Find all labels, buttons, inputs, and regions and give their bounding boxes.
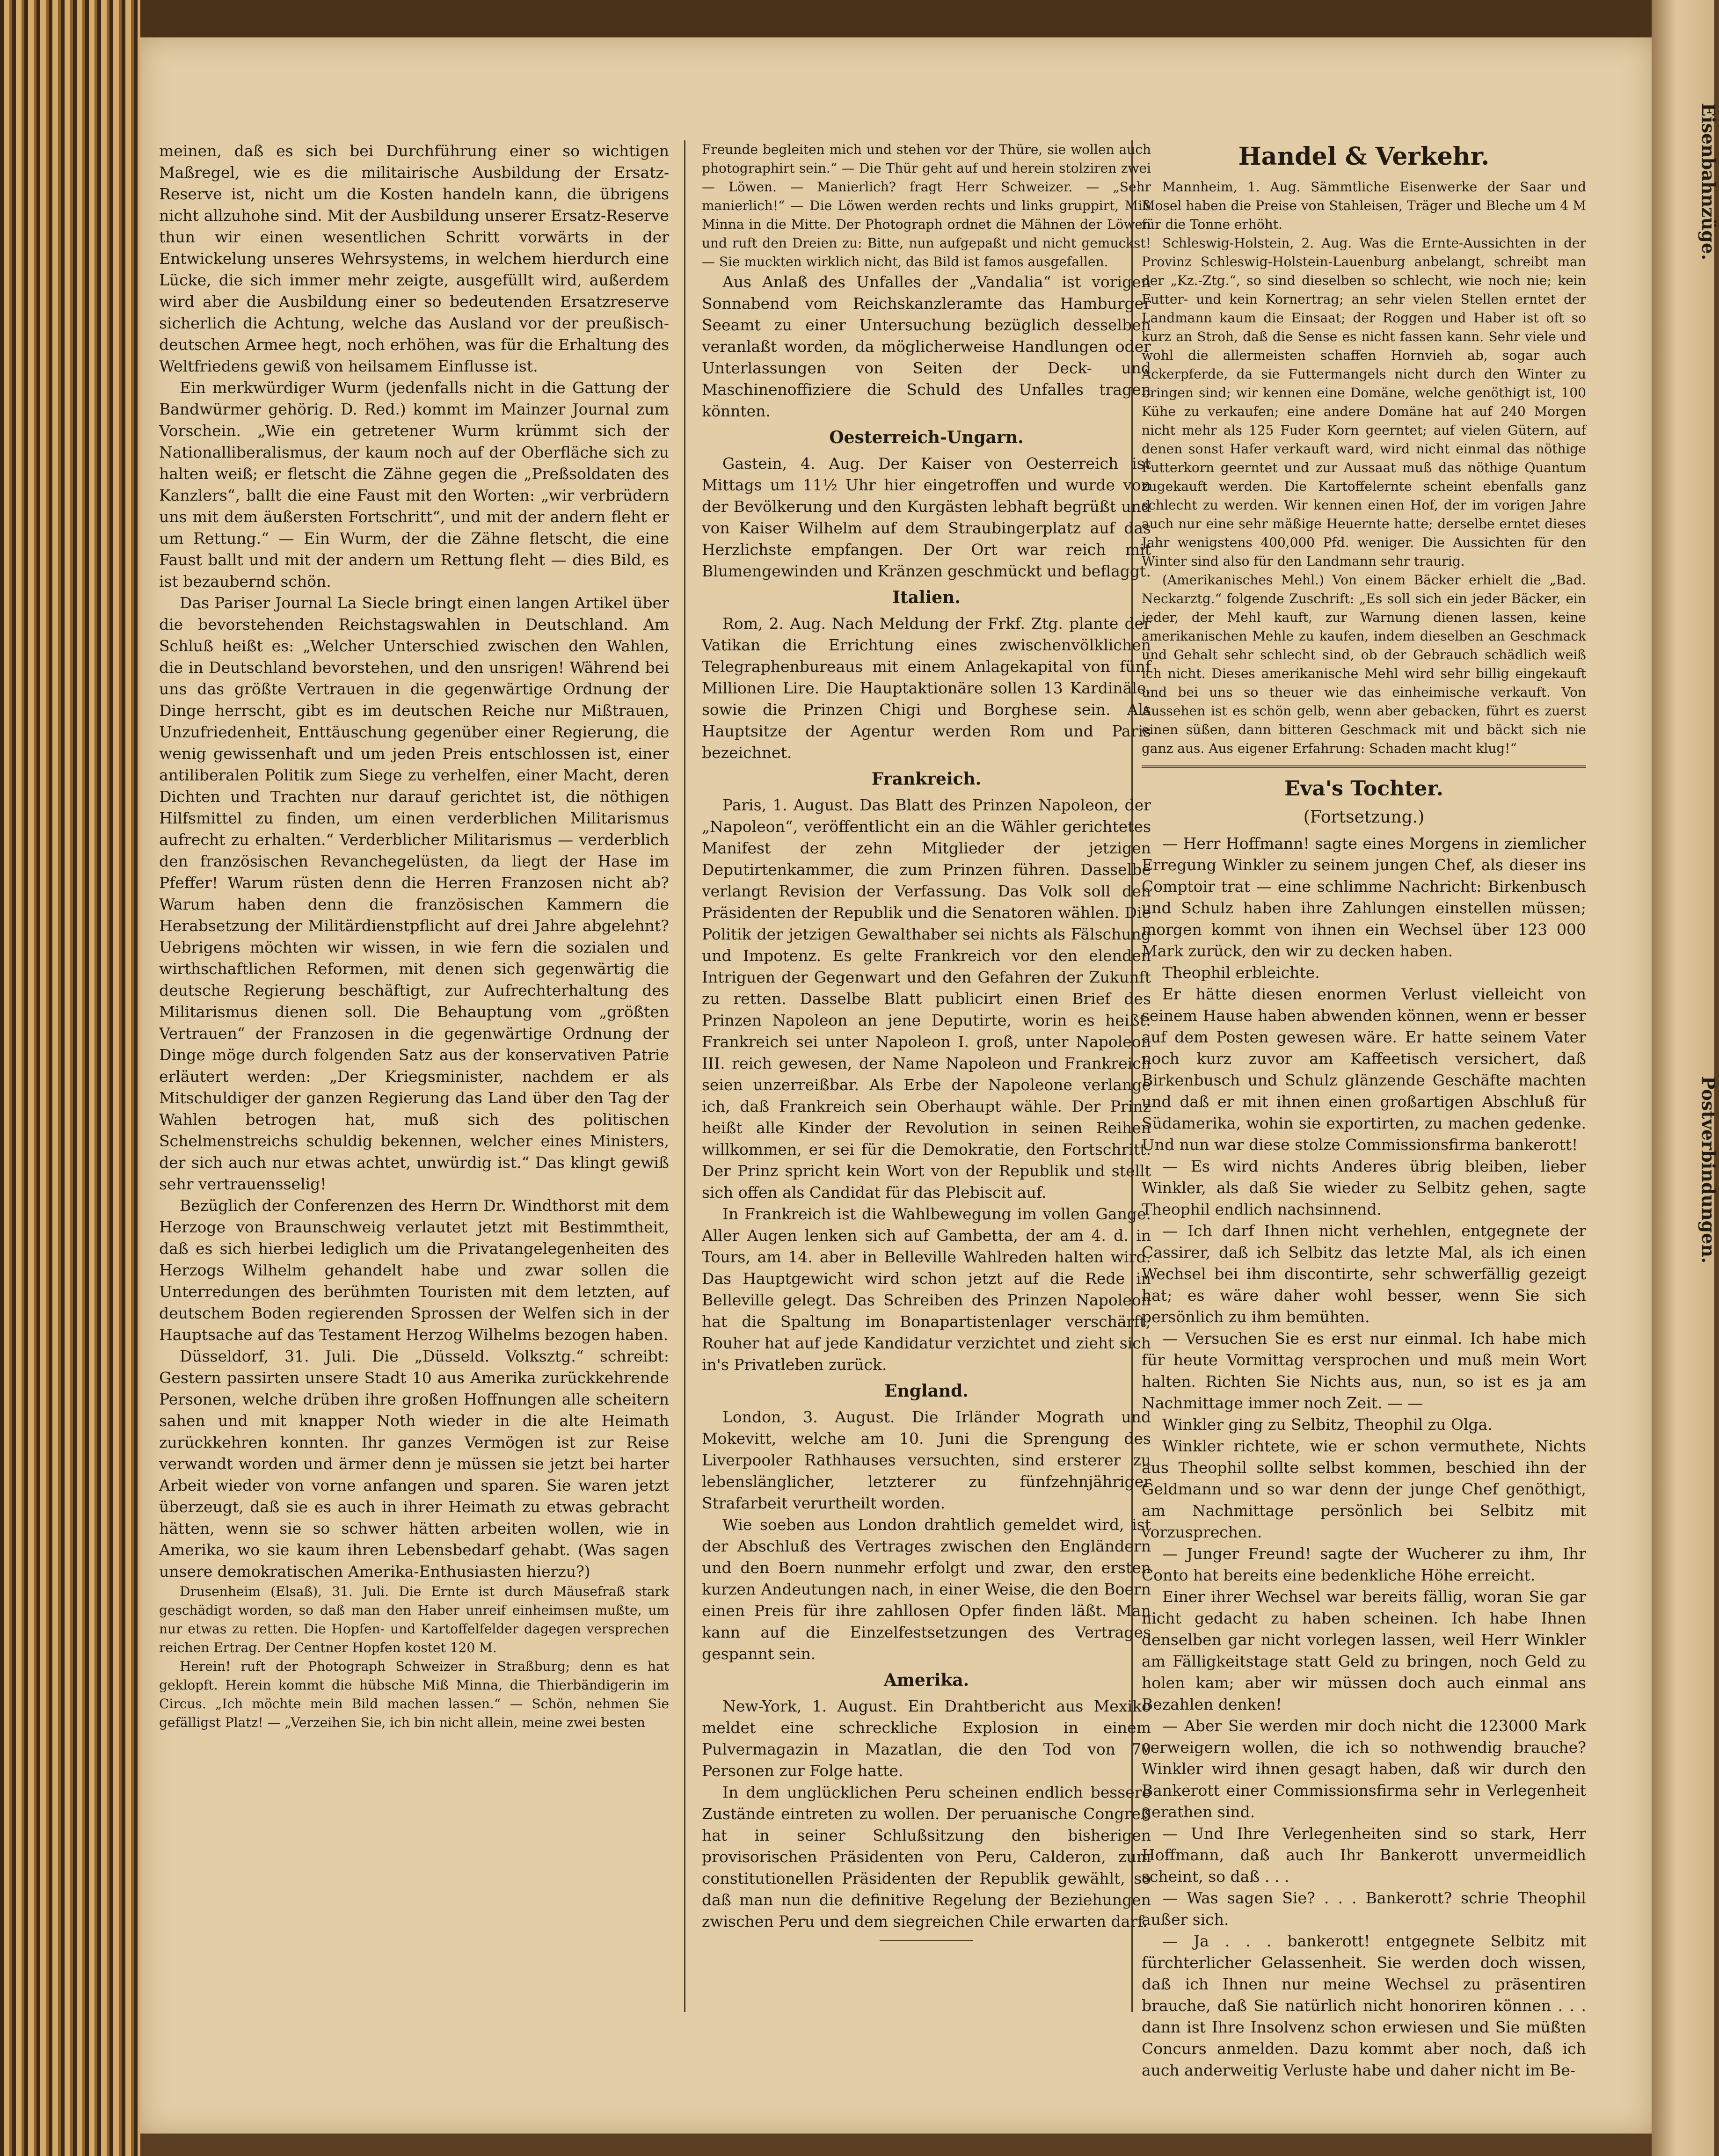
article-paragraph: Bezüglich der Conferenzen des Herrn Dr. Windthorst mit dem Herzoge von Braunschweig verlautet jetzt mit Bestimmtheit, daß es sich hierbei lediglich um die Privatangelegenheiten des Herzogs Wilhelm gehandelt habe und zwar sollen die Unterredungen des berühmten Touristen mit dem letzten, auf deutschem Boden regierenden Sprossen der Welfen sich in der Hauptsache auf das Testament Herzog Wilhelms bezogen haben. [159,1196,669,1344]
story-paragraph: Er hätte diesen enormen Verlust vielleicht von seinem Hause haben abwenden können, wenn er besser auf dem Posten gewesen wäre. Er hatte seinem Vater noch kurz zuvor am Kaffeetisch versichert, daß Birkenbusch und Schulz glänzende Geschäfte machten und daß er mit ihnen einen großartigen Abschluß für Südamerika, wohin sie exportirten, zu machen gedenke. Und nun war diese stolze Commissionsfirma bankerott! [1142,985,1586,1154]
book-binding [0,0,140,2156]
column-rule-1 [684,140,685,2012]
column-1 [159,140,669,1732]
next-page-stub-top [1624,103,1717,852]
top-shadow [0,0,1714,37]
article-paragraph: In dem unglücklichen Peru scheinen endlich bessere Zustände eintreten zu wollen. Der peruanische Congreß hat in seiner Schlußsitzung den bisherigen provisorischen Präsidenten von Peru, Calderon, zum constitutionellen Präsidenten der Republik gewählt, so daß man nun die definitive Regelung der Beziehungen zwischen Peru und dem siegreichen Chile erwarten darf. [702,1783,1151,1930]
section-heading: Oesterreich-Ungarn. [829,428,1024,447]
story-paragraph: — Versuchen Sie es erst nur einmal. Ich habe mich für heute Vormittag versprochen und muß mein Wort halten. Richten Sie Nichts aus, nun, so ist es ja am Nachmittage immer noch Zeit. — — [1142,1329,1586,1412]
story-paragraph: — Es wird nichts Anderes übrig bleiben, lieber Winkler, als daß Sie wieder zu Selbitz gehen, sagte Theophil endlich nachsinnend. [1142,1157,1586,1218]
story-paragraph: — Ja . . . bankerott! entgegnete Selbitz mit fürchterlicher Gelassenheit. Sie werden doch wissen, daß ich Ihnen nur meine Wechsel zu präsentiren brauche, daß Sie natürlich nicht honoriren können . . . dann ist Ihre Insolvenz schon erwiesen und Sie müßten Concurs anmelden. Dazu kommt aber noch, daß ich auch anderweitig Verluste habe und daher nicht im Be- [1142,1932,1586,2079]
story-paragraph: Winkler richtete, wie er schon vermuthete, Nichts aus Theophil sollte selbst kommen, beschied ihn der Geldmann und so war denn der junge Chef genöthigt, am Nachmittage persönlich bei Selbitz mit vorzusprechen. [1142,1437,1586,1541]
article-paragraph: Herein! ruft der Photograph Schweizer in Straßburg; denn es hat geklopft. Herein kommt die hübsche Miß Minna, die Thierbändigerin im Circus. „Ich möchte mein Bild machen lassen.“ — Schön, nehmen Sie gefälligst Platz! — „Verzeihen Sie, ich bin nicht allein, meine zwei besten [159,1659,669,1730]
article-paragraph: (Amerikanisches Mehl.) Von einem Bäcker erhielt die „Bad. Neckarztg.“ folgende Zuschrift: „Es soll sich ein jeder Bäcker, ein jeder, der Mehl kauft, zur Warnung dienen lassen, keine amerikanischen Mehle zu kaufen, indem dieselben an Geschmack und Gehalt sehr schlecht sind, ob der Gebrauch schädlich weiß ich nicht. Dieses amerikanische Mehl wird sehr billig eingekauft und bei uns so theuer wie das einheimische verkauft. Von Aussehen ist es schön gelb, wenn aber gebacken, führt es zuerst einen süßen, dann bitteren Geschmack mit und bäckt sich nie ganz aus. Aus eigener Erfahrung: Schaden macht klug!“ [1142,572,1586,756]
section-heading: Amerika. [883,1670,969,1690]
article-paragraph: Freunde begleiten mich und stehen vor der Thüre, sie wollen auch photographirt sein.“ — Die Thür geht auf und herein stolziren zwei — Löwen. — Manierlich? fragt Herr Schweizer. — „Sehr manierlich!“ — Die Löwen werden rechts und links gruppirt, Miß Minna in die Mitte. Der Photograph ordnet die Mähnen der Löwen und ruft den Dreien zu: Bitte, nun aufgepaßt und nicht gemuckst! — Sie muckten wirklich nicht, das Bild ist famos ausgefallen. [702,142,1151,270]
story-paragraph: Theophil erbleichte. [1162,963,1320,982]
article-paragraph: Gastein, 4. Aug. Der Kaiser von Oesterreich ist Mittags um 11½ Uhr hier eingetroffen und wurde von der Bevölkerung und den Kurgästen lebhaft begrüßt und von Kaiser Wilhelm auf dem Straubingerplatz auf das Herzlichste empfangen. Der Ort war reich mit Blumengewinden und Kränzen geschmückt und beflaggt. [702,454,1151,580]
section-divider [1142,765,1586,768]
story-subtitle: (Fortsetzung.) [1303,808,1425,827]
article-paragraph: Paris, 1. August. Das Blatt des Prinzen Napoleon, der „Napoleon“, veröffentlicht ein an die Wähler gerichtetes Manifest der zehn Mitglieder der jetzigen Deputirtenkammer, die zum Prinzen führen. Dasselbe verlangt Revision der Verfassung. Das Volk soll den Präsidenten der Republik und die Senatoren wählen. Die Politik der jetzigen Gewalthaber sei nichts als Fälschung und Impotenz. Es gelte Frankreich vor den elenden Intriguen der Gegenwart und den Gefahren der Zukunft zu retten. Dasselbe Blatt publicirt einen Brief des Prinzen Napoleon an jene Deputirte, worin es heißt: Frankreich sei unter Napoleon I. groß, unter Napoleon III. reich gewesen, der Name Napoleon und Frankreich seien unzerreißbar. Als Erbe der Napoleone verlange ich, daß Frankreich sein Oberhaupt wähle. Der Prinz heißt alle Kinder der Revolution in seinen Reihen willkommen, er sei für die Demokratie, den Fortschritt. Der Prinz spricht kein Wort von der Republik und stellt sich offen als Candidat für das Plebiscit auf. [702,796,1151,1202]
article-paragraph: London, 3. August. Die Irländer Mograth und Mokevitt, welche am 10. Juni die Sprengung des Liverpooler Rathhauses versuchten, sind ersterer zu lebenslänglicher, letzterer zu fünfzehnjähriger Strafarbeit verurtheilt worden. [702,1408,1151,1512]
story-paragraph: Einer ihrer Wechsel war bereits fällig, woran Sie gar nicht gedacht zu haben scheinen. Ich habe Ihnen denselben gar nicht vorlegen lassen, weil Herr Winkler am Fälligkeitstage statt Geld zu bringen, noch Geld zu holen kam; aber wir müssen doch auch einmal ans Bezahlen denken! [1142,1588,1586,1713]
story-paragraph: — Was sagen Sie? . . . Bankerott? schrie Theophil außer sich. [1142,1889,1586,1929]
article-paragraph: meinen, daß es sich bei Durchführung einer so wichtigen Maßregel, wie es die militairische Ausbildung der Ersatz-Reserve ist, nicht um die Kosten handeln kann, die übrigens nicht allzuhohe sind. Mit der Ausbildung unserer Ersatz-Reserve thun wir einen wesentlichen Schritt vorwärts in der Entwickelung unseres Wehrsystems, in welchem hierdurch eine Lücke, die sich immer mehr zeigte, ausgefüllt wird, außerdem wird aber die Ausbildung einer so bedeutenden Ersatzreserve sicherlich die Achtung, welche das Ausland vor der preußisch-deutschen Armee hegt, noch erhöhen, was für die Erhaltung des Weltfriedens gewiß von heilsamem Einflusse ist. [159,142,669,375]
column-3 [1142,140,1586,2081]
stub-title: Postverbindungen. [1698,1076,1719,1264]
article-paragraph: Ein merkwürdiger Wurm (jedenfalls nicht in die Gattung der Bandwürmer gehörig. D. Red.) kommt im Mainzer Journal zum Vorschein. „Wie ein getretener Wurm krümmt sich der Nationalliberalismus, der kaum noch auf der Oberfläche sich zu halten weiß; er fletscht die Zähne gegen die „Preßsoldaten des Kanzlers“, ballt die eine Faust mit den Worten: „wir verbrüdern uns mit dem äußersten Fortschritt“, und mit der andern fleht er um Rettung.“ — Ein Wurm, der die Zähne fletscht, die eine Faust ballt und mit der andern um Rettung fleht — dies Bild, es ist bezaubernd schön. [159,379,669,590]
stub-title: Eisenbahnzüge. [1698,103,1719,261]
column-2 [702,140,1151,1949]
section-heading: Handel & Verkehr. [1238,142,1490,171]
story-paragraph: — Ich darf Ihnen nicht verhehlen, entgegnete der Cassirer, daß ich Selbitz das letzte Mal, als ich einen Wechsel bei ihm discontirte, sehr schwerfällig gezeigt hat; es wäre daher wohl besser, wenn Sie sich persönlich zu ihm bemühten. [1142,1222,1586,1326]
story-paragraph: — Herr Hoffmann! sagte eines Morgens in ziemlicher Erregung Winkler zu seinem jungen Chef, als dieser ins Comptoir trat — eine schlimme Nachricht: Birkenbusch und Schulz haben ihre Zahlungen einstellen müssen; morgen kommt von ihnen ein Wechsel über 123 000 Mark zurück, den wir zu decken haben. [1142,834,1586,960]
article-paragraph: Das Pariser Journal La Siecle bringt einen langen Artikel über die bevorstehenden Reichstagswahlen in Deutschland. Am Schluß heißt es: „Welcher Unterschied zwischen den Wahlen, die in Deutschland bevorstehen, und den unsrigen! Während bei uns das größte Vertrauen in die gegenwärtige Ordnung der Dinge herrscht, gibt es im deutschen Reiche nur Mißtrauen, Unzufriedenheit, Enttäuschung gegenüber einer Regierung, die wenig gewissenhaft und um jeden Preis entschlossen ist, einer antiliberalen Politik zum Siege zu verhelfen, einer Macht, deren Dichten und Trachten nur darauf gerichtet ist, die nöthigen Hilfsmittel zu finden, um einen verderblichen Militarismus aufrecht zu erhalten.“ Verderblicher Militarismus — verderblich den französischen Revanchegelüsten, da liegt der Hase im Pfeffer! Warum rüsten denn die Herren Franzosen nicht ab? Warum haben denn die französischen Kammern die Herabsetzung der Militärdienstpflicht auf drei Jahre abgelehnt? Uebrigens möchten wir wissen, in wie fern die sozialen und wirthschaftlichen Reformen, mit denen sich gegenwärtig die deutsche Regierung beschäftigt, zur Aufrechterhaltung des Militarismus dienen soll. Die Behauptung vom „größten Vertrauen“ der Franzosen in die gegenwärtige Ordnung der Dinge möge durch folgenden Satz aus der konservativen Patrie erläutert werden: „Der Kriegsminister, nachdem er als Mitschuldiger der ganzen Regierung das Land über den Tag der Wahlen betrogen hat, muß sich des politischen Schelmenstreichs schuldig bekennen, welcher eines Ministers, der sich auch nur etwas achtet, unwürdig ist.“ Das klingt gewiß sehr vertrauensselig! [159,594,669,1193]
next-page-stub-bottom [1624,1076,1717,1825]
section-divider [880,1940,973,1941]
section-heading: England. [884,1381,969,1401]
story-paragraph: — Junger Freund! sagte der Wucherer zu ihm, Ihr Conto hat bereits eine bedenkliche Höhe erreicht. [1142,1544,1586,1584]
article-paragraph: Wie soeben aus London drahtlich gemeldet wird, ist der Abschluß des Vertrages zwischen den Engländern und den Boern nunmehr erfolgt und zwar, den ersten kurzen Andeutungen nach, in einer Weise, die den Boern einen Preis für ihre zahllosen Opfer finden läßt. Man kann auf die Einzelfestsetzungen des Vertrages gespannt sein. [702,1515,1151,1663]
section-heading: Frankreich. [871,769,982,789]
article-paragraph: New-York, 1. August. Ein Drahtbericht aus Mexiko meldet eine schreckliche Explosion in einem Pulvermagazin in Mazatlan, die den Tod von 70 Personen zur Folge hatte. [702,1697,1151,1780]
article-paragraph: Düsseldorf, 31. Juli. Die „Düsseld. Volksztg.“ schreibt: Gestern passirten unsere Stadt 10 aus Amerika zurückkehrende Personen, welche drüben ihre großen Hoffnungen alle scheitern sahen und mit knapper Noth wieder in die alte Heimath zurückkehren konnten. Ihr ganzes Vermögen ist zur Reise verwandt worden und ärmer denn je müssen sie jetzt bei harter Arbeit wieder von vorne anfangen und sparen. Sie waren jetzt überzeugt, daß sie es auch in ihrer Heimath zu etwas gebracht hätten, wenn sie so schwer hätten arbeiten wollen, wie in Amerika, wo sie kaum ihren Lebensbedarf gehabt. (Was sagen unsere demokratischen Amerika-Enthusiasten hierzu?) [159,1347,669,1581]
article-paragraph: Schleswig-Holstein, 2. Aug. Was die Ernte-Aussichten in der Provinz Schleswig-Holstein-Lauenburg anbelangt, schreibt man der „Kz.-Ztg.“, so sind dieselben so schlecht, wie noch nie; kein Futter- und kein Kornertrag; an sehr vielen Stellen erntet der Landmann kaum die Einsaat; der Roggen und Haber ist oft so kurz an Stroh, daß die Sense es nicht fassen kann. Sehr viele und wohl die allermeisten schaffen Hornvieh ab, sogar auch Ackerpferde, da sie Futtermangels nicht durch den Winter zu bringen sind; wir kennen eine Domäne, welche genöthigt ist, 100 Kühe zu verkaufen; eine andere Domäne hat auf 240 Morgen nicht mehr als 125 Fuder Korn geerntet; auf vielen Gütern, auf denen sonst Hafer verkauft ward, wird nicht einmal das nöthige Futterkorn geerntet und zur Aussaat muß das nöthige Quantum zugekauft werden. Die Kartoffelernte scheint ebenfalls ganz schlecht zu werden. Wir kennen einen Hof, der im vorigen Jahre auch nur eine sehr mäßige Heuernte hatte; derselbe erntet dieses Jahr wenigstens 400,000 Pfd. weniger. Die Aussichten für den Winter sind also für den Landmann sehr traurig. [1142,235,1586,569]
article-paragraph: Mannheim, 1. Aug. Sämmtliche Eisenwerke der Saar und Mosel haben die Preise von Stahleisen, Träger und Bleche um 4 M für die Tonne erhöht. [1142,179,1586,232]
story-title: Eva's Tochter. [1284,777,1443,801]
article-paragraph: Rom, 2. Aug. Nach Meldung der Frkf. Ztg. plante der Vatikan die Errichtung eines zwischenvölklichen Telegraphenbureaus mit einem Anlagekapital von fünf Millionen Lire. Die Hauptaktionäre sollen 13 Kardinäle, sowie die Prinzen Chigi und Borghese sein. Als Hauptsitze der Agentur werden Rom und Paris bezeichnet. [702,614,1151,762]
article-paragraph: Aus Anlaß des Unfalles der „Vandalia“ ist vorigen Sonnabend vom Reichskanzleramte das Hamburger Seeamt zu einer Untersuchung bezüglich desselben veranlaßt worden, da möglicherweise Handlungen oder Unterlassungen von Seiten der Deck- und Maschinenoffiziere die Schuld des Unfalles tragen könnten. [702,273,1151,420]
story-paragraph: Winkler ging zu Selbitz, Theophil zu Olga. [1162,1415,1493,1434]
story-paragraph: — Aber Sie werden mir doch nicht die 123000 Mark verweigern wollen, die ich so nothwendig brauche? Winkler wird ihnen gesagt haben, daß wir durch den Bankerott einer Commissionsfirma sehr in Verlegenheit gerathen sind. [1142,1717,1586,1821]
story-paragraph: — Und Ihre Verlegenheiten sind so stark, Herr Hoffmann, daß auch Ihr Bankerott unvermeidlich scheint, so daß . . . [1142,1824,1586,1886]
article-paragraph: Drusenheim (Elsaß), 31. Juli. Die Ernte ist durch Mäusefraß stark geschädigt worden, so daß man den Haber unreif einheimsen mußte, um nur etwas zu retten. Die Hopfen- und Kartoffelfelder dagegen versprechen reichen Ertrag. Der Centner Hopfen kostet 120 M. [159,1584,669,1655]
section-heading: Italien. [892,588,961,607]
article-paragraph: In Frankreich ist die Wahlbewegung im vollen Gange. Aller Augen lenken sich auf Gambetta, der am 4. d. in Tours, am 14. aber in Belleville Wahlreden halten wird. Das Hauptgewicht wird schon jetzt auf die Rede in Belleville gelegt. Das Schreiben des Prinzen Napoleon hat die Spaltung im Bonapartistenlager verschärft; Rouher hat auf jede Kandidatur verzichtet und zieht sich in's Privatleben zurück. [702,1205,1151,1374]
